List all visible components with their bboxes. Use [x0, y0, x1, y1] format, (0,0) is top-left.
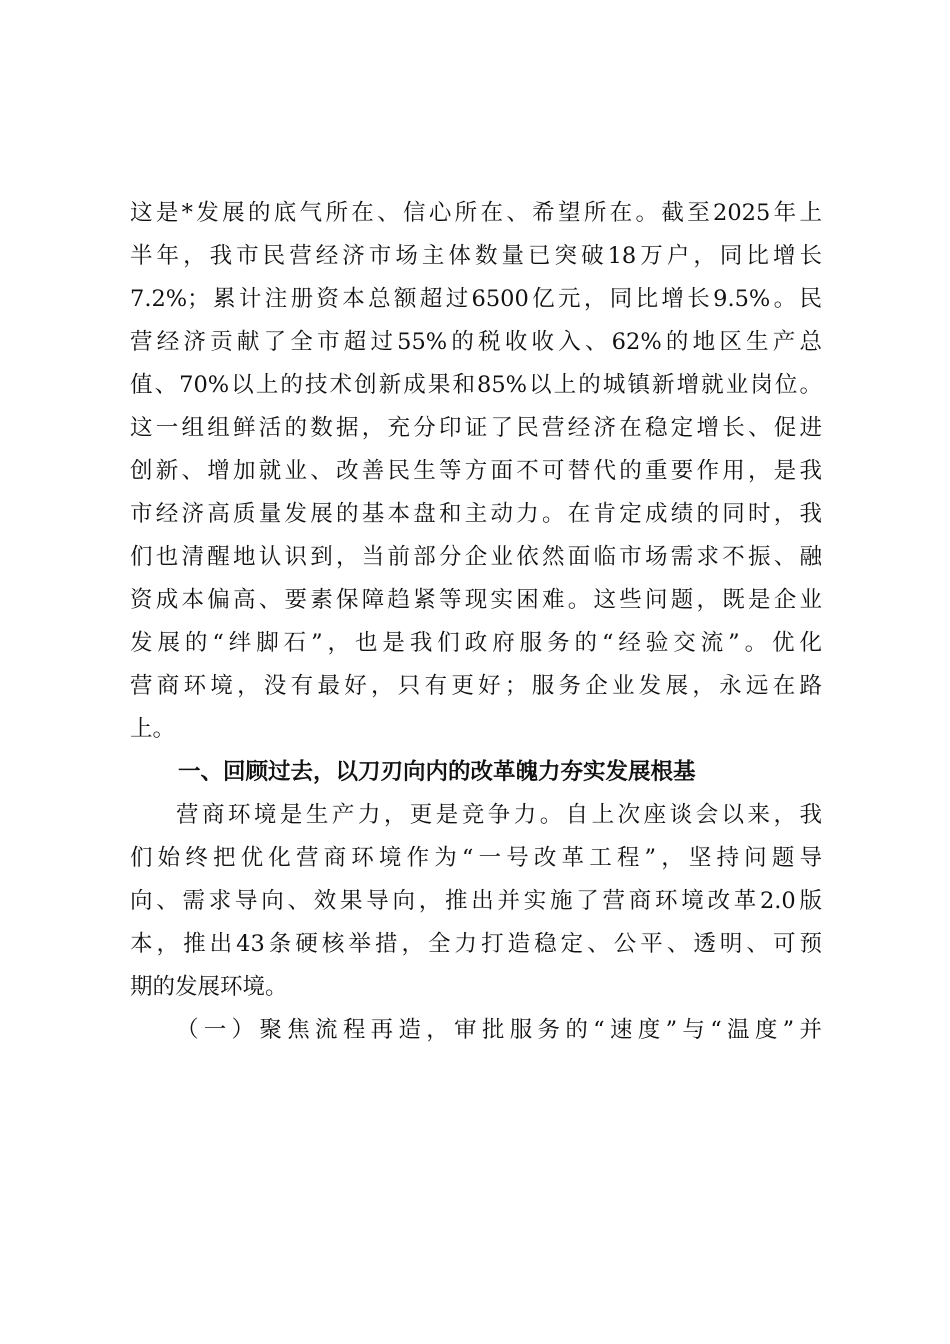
- text-line: 本，推出43条硬核举措，全力打造稳定、公平、透明、可预: [130, 931, 822, 957]
- text-line: 资成本偏高、要素保障趋紧等现实困难。这些问题，既是企业: [130, 587, 822, 613]
- document-page: [130, 192, 822, 1052]
- text-line: 营商环境是生产力，更是竞争力。自上次座谈会以来，我: [176, 802, 822, 828]
- text-line: 们始终把优化营商环境作为“一号改革工程”，坚持问题导: [130, 845, 822, 871]
- text-line: 市经济高质量发展的基本盘和主动力。在肯定成绩的同时，我: [130, 501, 822, 527]
- text-line: 们也清醒地认识到，当前部分企业依然面临市场需求不振、融: [130, 544, 822, 570]
- text-line: 创新、增加就业、改善民生等方面不可替代的重要作用，是我: [130, 458, 822, 484]
- text-line: 期的发展环境。: [130, 974, 288, 1000]
- text-line: 营商环境，没有最好，只有更好；服务企业发展，永远在路: [130, 673, 822, 699]
- text-line: 7.2%；累计注册资本总额超过6500亿元，同比增长9.5%。民: [130, 286, 822, 312]
- paragraph-intro: [130, 192, 822, 751]
- subsection-heading: （一）聚焦流程再造，审批服务的“速度”与“温度”并: [176, 1017, 822, 1043]
- text-line: 上。: [130, 716, 176, 742]
- text-line: 向、需求导向、效果导向，推出并实施了营商环境改革2.0版: [130, 888, 822, 914]
- section-heading: 一、回顾过去，以刀刃向内的改革魄力夯实发展根基: [178, 759, 696, 785]
- text-line: 这是*发展的底气所在、信心所在、希望所在。截至2025年上: [130, 200, 822, 226]
- text-line: 值、70%以上的技术创新成果和85%以上的城镇新增就业岗位。: [130, 372, 822, 398]
- text-line: 这一组组鲜活的数据，充分印证了民营经济在稳定增长、促进: [130, 415, 822, 441]
- paragraph-review: [130, 794, 822, 1009]
- text-line: 营经济贡献了全市超过55%的税收收入、62%的地区生产总: [130, 329, 822, 355]
- text-line: 半年，我市民营经济市场主体数量已突破18万户，同比增长: [130, 243, 822, 269]
- text-line: 发展的“绊脚石”，也是我们政府服务的“经验交流”。优化: [130, 630, 822, 656]
